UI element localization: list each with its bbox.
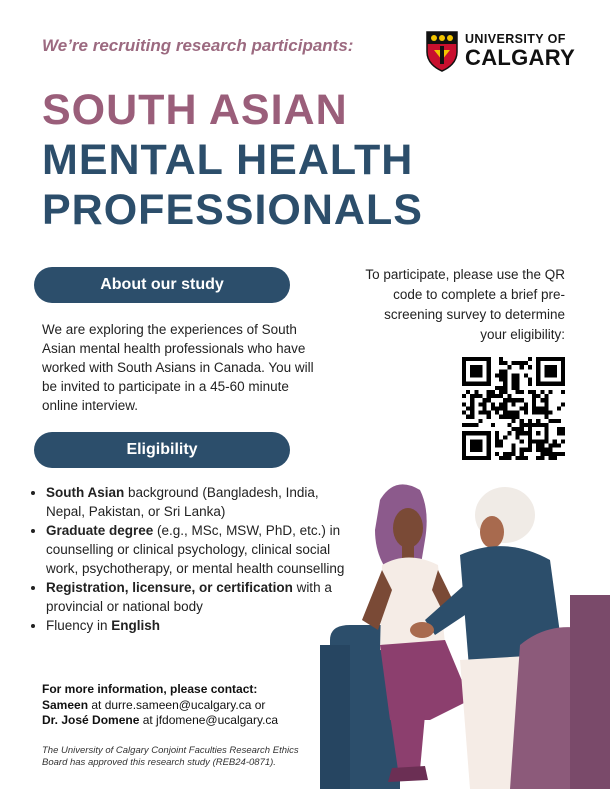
recruiting-tagline: We’re recruiting research participants: [42,36,354,55]
title-line-3: PROFESSIONALS [42,186,423,234]
eligibility-item: • Fluency in English [46,616,346,635]
about-body: We are exploring the experiences of South Asian mental health professionals who have worked with South Asians in Canada. You will be invited to participate in a 45-60 minute online interview. [42,322,314,413]
about-heading-pill: About our study [34,267,290,303]
eligibility-list [30,483,346,635]
eligibility-heading-pill: Eligibility [34,432,290,468]
contact-block [42,682,322,729]
ethics-approval-note: The University of Calgary Conjoint Faculties Research Ethics Board has approved this research study (REB24-0871). [42,745,299,768]
counselling-session-illustration [320,470,610,789]
contact-line-1: Sameen at durre.sameen@ucalgary.ca or [42,697,266,712]
title-line-2: MENTAL HEALTH [42,136,414,184]
eligibility-item: • South Asian background (Bangladesh, India, Nepal, Pakistan, or Sri Lanka) [46,483,346,521]
logo-text-calgary: CALGARY [465,45,576,70]
logo-text-university-of: UNIVERSITY OF [465,32,566,46]
qr-code[interactable] [462,357,565,460]
participate-instructions: To participate, please use the QR code to complete a brief pre-screening survey to determine your eligibility: [365,267,565,342]
university-logo [425,30,585,74]
contact-line-2: Dr. José Domene at jfdomene@ucalgary.ca [42,713,279,727]
university-crest-icon [425,30,459,72]
eligibility-item: • Registration, licensure, or certification with a provincial or national body [46,578,346,616]
title-line-1: SOUTH ASIAN [42,86,348,134]
contact-title: For more information, please contact: [42,682,258,696]
eligibility-item: • Graduate degree (e.g., MSc, MSW, PhD, etc.) in counselling or clinical psychology, clinical social work, psychotherapy, or mental health counselling [46,521,346,578]
